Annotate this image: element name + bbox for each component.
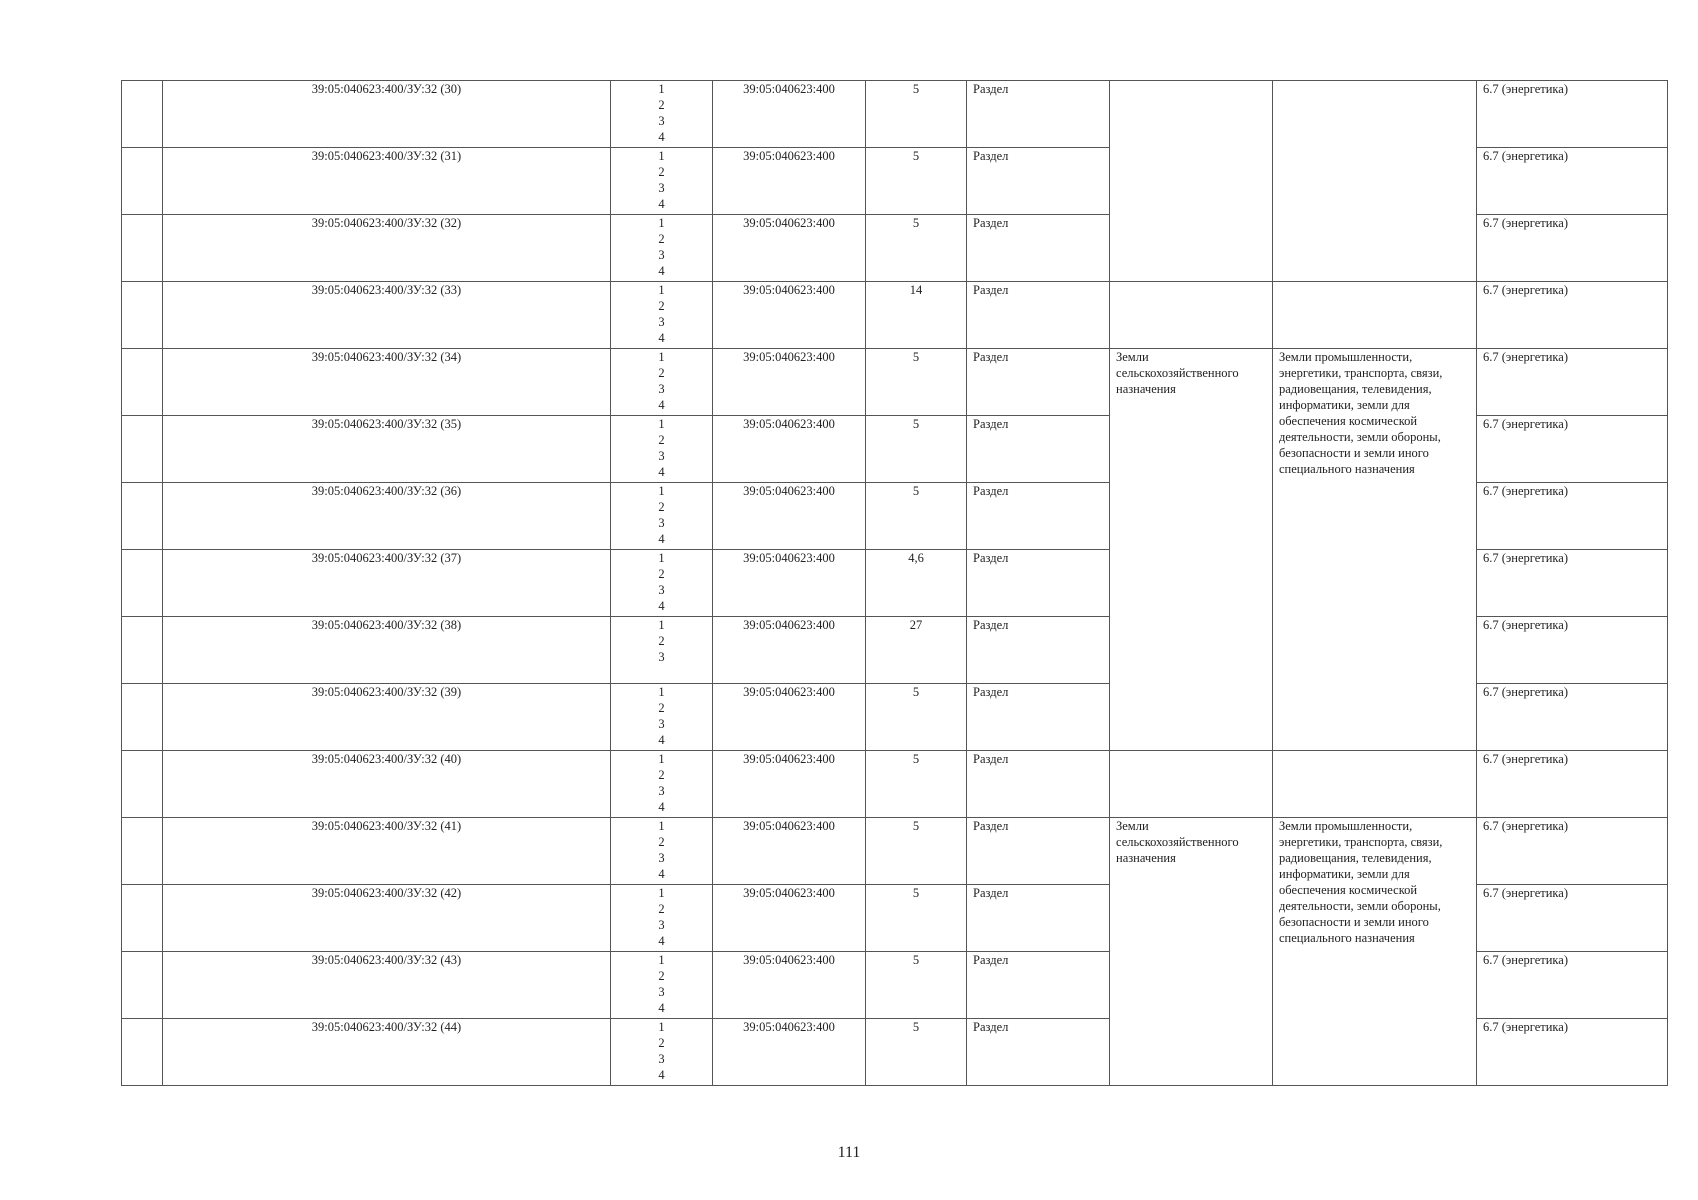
row-number-cell	[122, 349, 163, 416]
target-land-category-cell	[1273, 751, 1477, 818]
row-number-cell	[122, 483, 163, 550]
parent-cadastral-number-cell: 39:05:040623:400	[713, 148, 866, 215]
row-number-cell	[122, 81, 163, 148]
current-land-category-cell: Земли сельскохозяйственного назначения	[1110, 818, 1273, 1086]
parent-cadastral-number-cell: 39:05:040623:400	[713, 81, 866, 148]
permitted-use-cell: 6.7 (энергетика)	[1477, 282, 1668, 349]
formation-method-cell: Раздел	[967, 550, 1110, 617]
formation-method-cell: Раздел	[967, 885, 1110, 952]
parent-cadastral-number-cell: 39:05:040623:400	[713, 483, 866, 550]
parent-cadastral-number-cell: 39:05:040623:400	[713, 952, 866, 1019]
permitted-use-cell: 6.7 (энергетика)	[1477, 818, 1668, 885]
plot-designation-cell: 39:05:040623:400/ЗУ:32 (41)	[163, 818, 611, 885]
plot-designation-cell: 39:05:040623:400/ЗУ:32 (40)	[163, 751, 611, 818]
permitted-use-cell: 6.7 (энергетика)	[1477, 952, 1668, 1019]
contour-parts-cell: 1 2 3 4	[611, 751, 713, 818]
current-land-category-cell: Земли сельскохозяйственного назначения	[1110, 349, 1273, 751]
permitted-use-cell: 6.7 (энергетика)	[1477, 550, 1668, 617]
permitted-use-cell: 6.7 (энергетика)	[1477, 885, 1668, 952]
current-land-category-cell	[1110, 81, 1273, 282]
contour-parts-cell: 1 2 3 4	[611, 483, 713, 550]
row-number-cell	[122, 215, 163, 282]
parent-cadastral-number-cell: 39:05:040623:400	[713, 1019, 866, 1086]
area-cell: 5	[866, 416, 967, 483]
formation-method-cell: Раздел	[967, 952, 1110, 1019]
formation-method-cell: Раздел	[967, 818, 1110, 885]
target-land-category-cell: Земли промышленности, энергетики, транспорта, связи, радиовещания, телевидения, информатики, земли для обеспечения космической деятельности, земли обороны, безопасности и земли иного специального назначения	[1273, 349, 1477, 751]
plot-designation-cell: 39:05:040623:400/ЗУ:32 (32)	[163, 215, 611, 282]
plot-designation-cell: 39:05:040623:400/ЗУ:32 (43)	[163, 952, 611, 1019]
parent-cadastral-number-cell: 39:05:040623:400	[713, 617, 866, 684]
formation-method-cell: Раздел	[967, 684, 1110, 751]
formation-method-cell: Раздел	[967, 483, 1110, 550]
formation-method-cell: Раздел	[967, 215, 1110, 282]
contour-parts-cell: 1 2 3 4	[611, 349, 713, 416]
area-cell: 5	[866, 684, 967, 751]
row-number-cell	[122, 952, 163, 1019]
land-plots-table	[121, 80, 1668, 1086]
row-number-cell	[122, 1019, 163, 1086]
formation-method-cell: Раздел	[967, 617, 1110, 684]
contour-parts-cell: 1 2 3 4	[611, 885, 713, 952]
contour-parts-cell: 1 2 3 4	[611, 818, 713, 885]
table-row	[122, 818, 1668, 885]
row-number-cell	[122, 416, 163, 483]
formation-method-cell: Раздел	[967, 282, 1110, 349]
contour-parts-cell: 1 2 3 4	[611, 81, 713, 148]
table-row	[122, 81, 1668, 148]
row-number-cell	[122, 550, 163, 617]
contour-parts-cell: 1 2 3 4	[611, 952, 713, 1019]
permitted-use-cell: 6.7 (энергетика)	[1477, 617, 1668, 684]
formation-method-cell: Раздел	[967, 349, 1110, 416]
area-cell: 5	[866, 818, 967, 885]
permitted-use-cell: 6.7 (энергетика)	[1477, 81, 1668, 148]
plot-designation-cell: 39:05:040623:400/ЗУ:32 (31)	[163, 148, 611, 215]
plot-designation-cell: 39:05:040623:400/ЗУ:32 (42)	[163, 885, 611, 952]
parent-cadastral-number-cell: 39:05:040623:400	[713, 416, 866, 483]
table-body	[122, 81, 1668, 1086]
contour-parts-cell: 1 2 3 4	[611, 1019, 713, 1086]
area-cell: 5	[866, 349, 967, 416]
plot-designation-cell: 39:05:040623:400/ЗУ:32 (39)	[163, 684, 611, 751]
current-land-category-cell	[1110, 282, 1273, 349]
parent-cadastral-number-cell: 39:05:040623:400	[713, 282, 866, 349]
area-cell: 5	[866, 81, 967, 148]
contour-parts-cell: 1 2 3 4	[611, 416, 713, 483]
table-row	[122, 282, 1668, 349]
parent-cadastral-number-cell: 39:05:040623:400	[713, 751, 866, 818]
target-land-category-cell	[1273, 282, 1477, 349]
row-number-cell	[122, 148, 163, 215]
area-cell: 5	[866, 751, 967, 818]
current-land-category-cell	[1110, 751, 1273, 818]
plot-designation-cell: 39:05:040623:400/ЗУ:32 (33)	[163, 282, 611, 349]
formation-method-cell: Раздел	[967, 81, 1110, 148]
area-cell: 5	[866, 215, 967, 282]
row-number-cell	[122, 282, 163, 349]
contour-parts-cell: 1 2 3 4	[611, 148, 713, 215]
parent-cadastral-number-cell: 39:05:040623:400	[713, 885, 866, 952]
plot-designation-cell: 39:05:040623:400/ЗУ:32 (35)	[163, 416, 611, 483]
plot-designation-cell: 39:05:040623:400/ЗУ:32 (37)	[163, 550, 611, 617]
row-number-cell	[122, 684, 163, 751]
target-land-category-cell: Земли промышленности, энергетики, транспорта, связи, радиовещания, телевидения, информатики, земли для обеспечения космической деятельности, земли обороны, безопасности и земли иного специального назначения	[1273, 818, 1477, 1086]
plot-designation-cell: 39:05:040623:400/ЗУ:32 (34)	[163, 349, 611, 416]
area-cell: 4,6	[866, 550, 967, 617]
page-number: 111	[837, 1144, 861, 1161]
row-number-cell	[122, 751, 163, 818]
permitted-use-cell: 6.7 (энергетика)	[1477, 483, 1668, 550]
area-cell: 5	[866, 1019, 967, 1086]
row-number-cell	[122, 617, 163, 684]
plot-designation-cell: 39:05:040623:400/ЗУ:32 (30)	[163, 81, 611, 148]
contour-parts-cell: 1 2 3 4	[611, 550, 713, 617]
permitted-use-cell: 6.7 (энергетика)	[1477, 349, 1668, 416]
area-cell: 5	[866, 885, 967, 952]
plot-designation-cell: 39:05:040623:400/ЗУ:32 (36)	[163, 483, 611, 550]
permitted-use-cell: 6.7 (энергетика)	[1477, 1019, 1668, 1086]
permitted-use-cell: 6.7 (энергетика)	[1477, 416, 1668, 483]
formation-method-cell: Раздел	[967, 416, 1110, 483]
parent-cadastral-number-cell: 39:05:040623:400	[713, 684, 866, 751]
formation-method-cell: Раздел	[967, 1019, 1110, 1086]
area-cell: 5	[866, 483, 967, 550]
area-cell: 5	[866, 952, 967, 1019]
formation-method-cell: Раздел	[967, 148, 1110, 215]
parent-cadastral-number-cell: 39:05:040623:400	[713, 550, 866, 617]
permitted-use-cell: 6.7 (энергетика)	[1477, 148, 1668, 215]
formation-method-cell: Раздел	[967, 751, 1110, 818]
area-cell: 5	[866, 148, 967, 215]
permitted-use-cell: 6.7 (энергетика)	[1477, 684, 1668, 751]
plot-designation-cell: 39:05:040623:400/ЗУ:32 (38)	[163, 617, 611, 684]
plot-designation-cell: 39:05:040623:400/ЗУ:32 (44)	[163, 1019, 611, 1086]
permitted-use-cell: 6.7 (энергетика)	[1477, 751, 1668, 818]
target-land-category-cell	[1273, 81, 1477, 282]
area-cell: 14	[866, 282, 967, 349]
parent-cadastral-number-cell: 39:05:040623:400	[713, 349, 866, 416]
table-row	[122, 349, 1668, 416]
area-cell: 27	[866, 617, 967, 684]
parent-cadastral-number-cell: 39:05:040623:400	[713, 215, 866, 282]
table-row	[122, 751, 1668, 818]
contour-parts-cell: 1 2 3 4	[611, 215, 713, 282]
contour-parts-cell: 1 2 3 4	[611, 684, 713, 751]
contour-parts-cell: 1 2 3	[611, 617, 713, 684]
row-number-cell	[122, 885, 163, 952]
row-number-cell	[122, 818, 163, 885]
parent-cadastral-number-cell: 39:05:040623:400	[713, 818, 866, 885]
permitted-use-cell: 6.7 (энергетика)	[1477, 215, 1668, 282]
contour-parts-cell: 1 2 3 4	[611, 282, 713, 349]
